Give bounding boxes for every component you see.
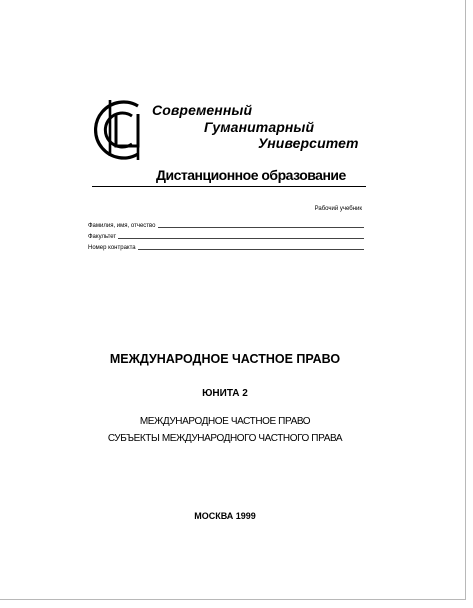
contract-number-field[interactable] — [88, 242, 364, 251]
city-year: МОСКВА 1999 — [194, 511, 256, 521]
field-label: Факультет — [88, 234, 117, 240]
field-label: Номер контракта — [88, 245, 136, 251]
workbook-label: Рабочий учебник — [314, 206, 362, 212]
field-line[interactable] — [138, 249, 364, 250]
university-name-line1: Современный — [152, 102, 253, 118]
faculty-field[interactable] — [88, 231, 364, 240]
course-title: МЕЖДУНАРОДНОЕ ЧАСТНОЕ ПРАВО — [109, 352, 341, 366]
field-line[interactable] — [158, 227, 365, 228]
field-line[interactable] — [118, 238, 364, 239]
unit-label: ЮНИТА 2 — [202, 388, 248, 399]
subtitle-line1: МЕЖДУНАРОДНОЕ ЧАСТНОЕ ПРАВО — [139, 416, 311, 427]
subtitle-line2: СУБЪЕКТЫ МЕЖДУНАРОДНОГО ЧАСТНОГО ПРАВА — [107, 433, 343, 444]
full-name-field[interactable] — [88, 220, 364, 229]
sgu-logo-icon — [86, 96, 154, 164]
program-underline — [92, 186, 366, 187]
university-name-line3: Университет — [258, 135, 359, 151]
program-title: Дистанционное образование — [156, 167, 346, 183]
field-label: Фамилия, имя, отчество — [88, 223, 156, 229]
university-name-line2: Гуманитарный — [204, 119, 315, 135]
